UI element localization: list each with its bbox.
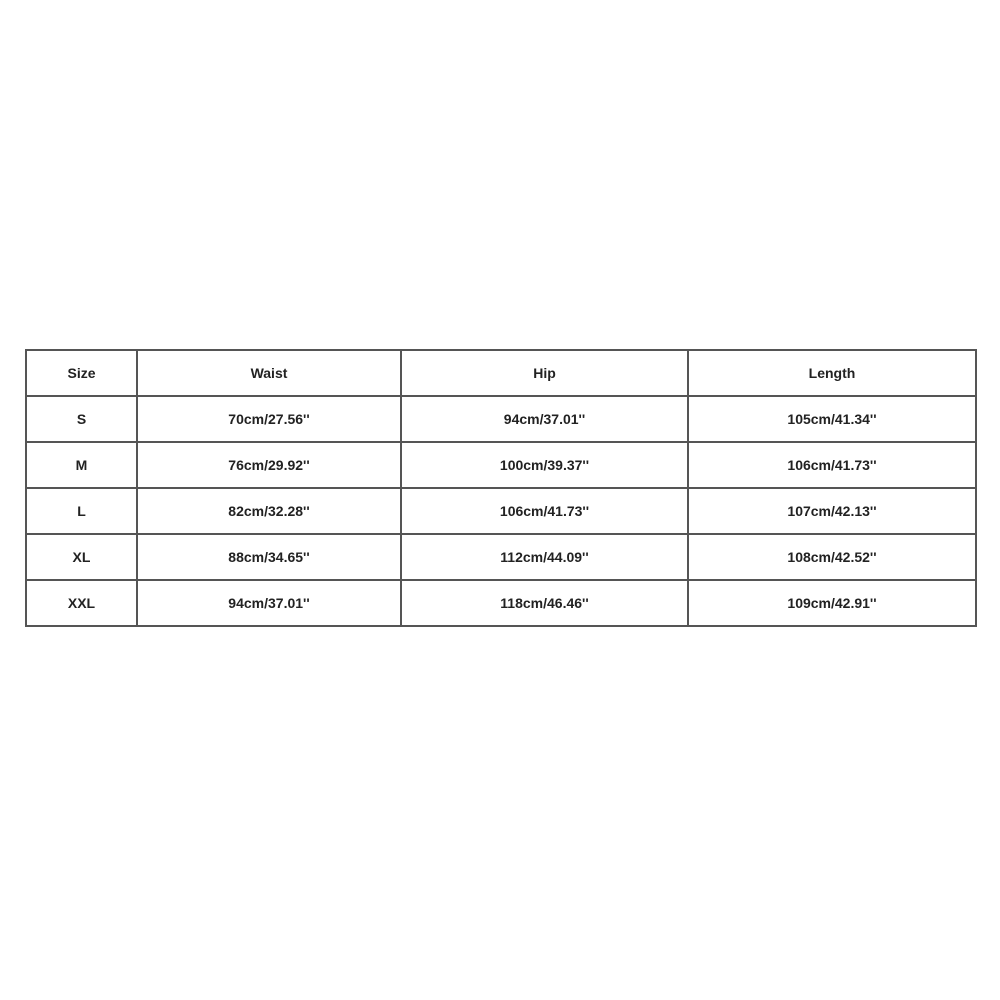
cell-length: 105cm/41.34'' (688, 396, 976, 442)
table-header-row (26, 350, 976, 396)
cell-length: 106cm/41.73'' (688, 442, 976, 488)
cell-size: XXL (26, 580, 137, 626)
cell-waist: 82cm/32.28'' (137, 488, 401, 534)
cell-hip: 112cm/44.09'' (401, 534, 688, 580)
cell-size: S (26, 396, 137, 442)
table-row (26, 488, 976, 534)
table-row (26, 580, 976, 626)
cell-length: 109cm/42.91'' (688, 580, 976, 626)
header-hip: Hip (401, 350, 688, 396)
cell-size: XL (26, 534, 137, 580)
table-row (26, 396, 976, 442)
cell-hip: 118cm/46.46'' (401, 580, 688, 626)
cell-waist: 88cm/34.65'' (137, 534, 401, 580)
cell-size: L (26, 488, 137, 534)
table-row (26, 442, 976, 488)
cell-hip: 94cm/37.01'' (401, 396, 688, 442)
cell-length: 108cm/42.52'' (688, 534, 976, 580)
cell-waist: 76cm/29.92'' (137, 442, 401, 488)
cell-hip: 106cm/41.73'' (401, 488, 688, 534)
cell-waist: 70cm/27.56'' (137, 396, 401, 442)
size-chart-table (25, 349, 977, 627)
cell-hip: 100cm/39.37'' (401, 442, 688, 488)
cell-waist: 94cm/37.01'' (137, 580, 401, 626)
header-size: Size (26, 350, 137, 396)
cell-length: 107cm/42.13'' (688, 488, 976, 534)
table-row (26, 534, 976, 580)
header-length: Length (688, 350, 976, 396)
cell-size: M (26, 442, 137, 488)
header-waist: Waist (137, 350, 401, 396)
